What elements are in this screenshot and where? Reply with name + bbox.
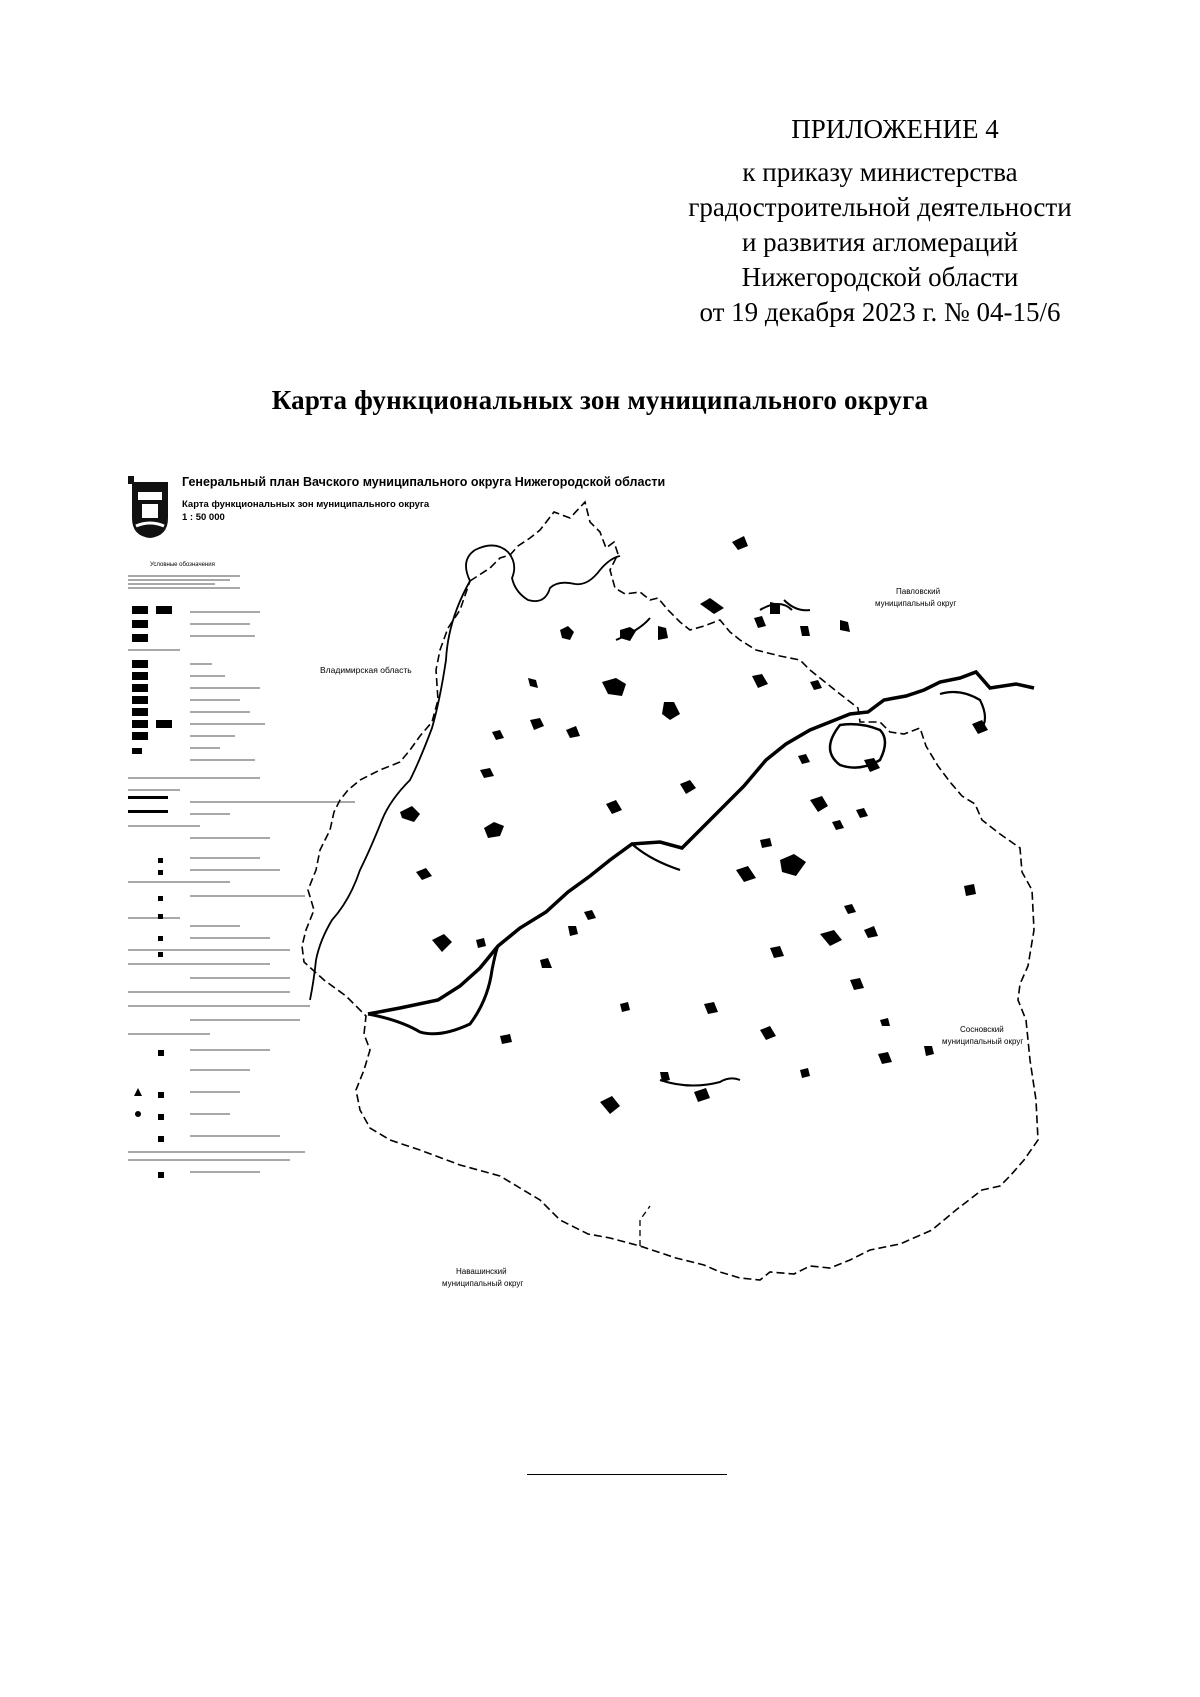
label-navashinsky-1: Навашинский	[456, 1267, 507, 1276]
map-legend	[128, 562, 355, 1178]
western-border	[466, 545, 620, 601]
map-title: Генеральный план Вачского муниципального округа Нижегородской области	[182, 475, 666, 489]
label-sosnovsky-1: Сосновский	[960, 1025, 1004, 1034]
legend-title: Условные обозначения	[150, 562, 215, 568]
appendix-line-order: к приказу министерства	[742, 157, 1018, 187]
label-navashinsky-2: муниципальный округ	[442, 1279, 524, 1288]
district-boundary	[302, 502, 1038, 1280]
map-subtitle: Карта функциональных зон муниципального округа	[182, 499, 430, 510]
appendix-line-region: Нижегородской области	[741, 262, 1019, 292]
map-scale: 1 : 50 000	[182, 512, 225, 523]
functional-zones-map	[120, 460, 1120, 1420]
settlements	[400, 536, 988, 1114]
appendix-title: ПРИЛОЖЕНИЕ 4	[791, 114, 999, 144]
river-oka	[368, 672, 1034, 1014]
page-heading: Карта функциональных зон муниципального округа	[271, 385, 929, 415]
label-pavlovsky-1: Павловский	[896, 587, 941, 596]
label-pavlovsky-2: муниципальный округ	[875, 599, 957, 608]
label-sosnovsky-2: муниципальный округ	[942, 1037, 1024, 1046]
footer-rule	[527, 1474, 727, 1475]
appendix-line-date: от 19 декабря 2023 г. № 04-15/6	[699, 297, 1061, 327]
appendix-line-activity: градостроительной деятельности	[688, 192, 1072, 222]
appendix-line-agglomeration: и развития агломераций	[741, 227, 1018, 257]
coat-of-arms-emblem	[128, 476, 168, 538]
appendix-block	[640, 112, 1120, 330]
label-vladimir-region: Владимирская область	[320, 665, 412, 675]
